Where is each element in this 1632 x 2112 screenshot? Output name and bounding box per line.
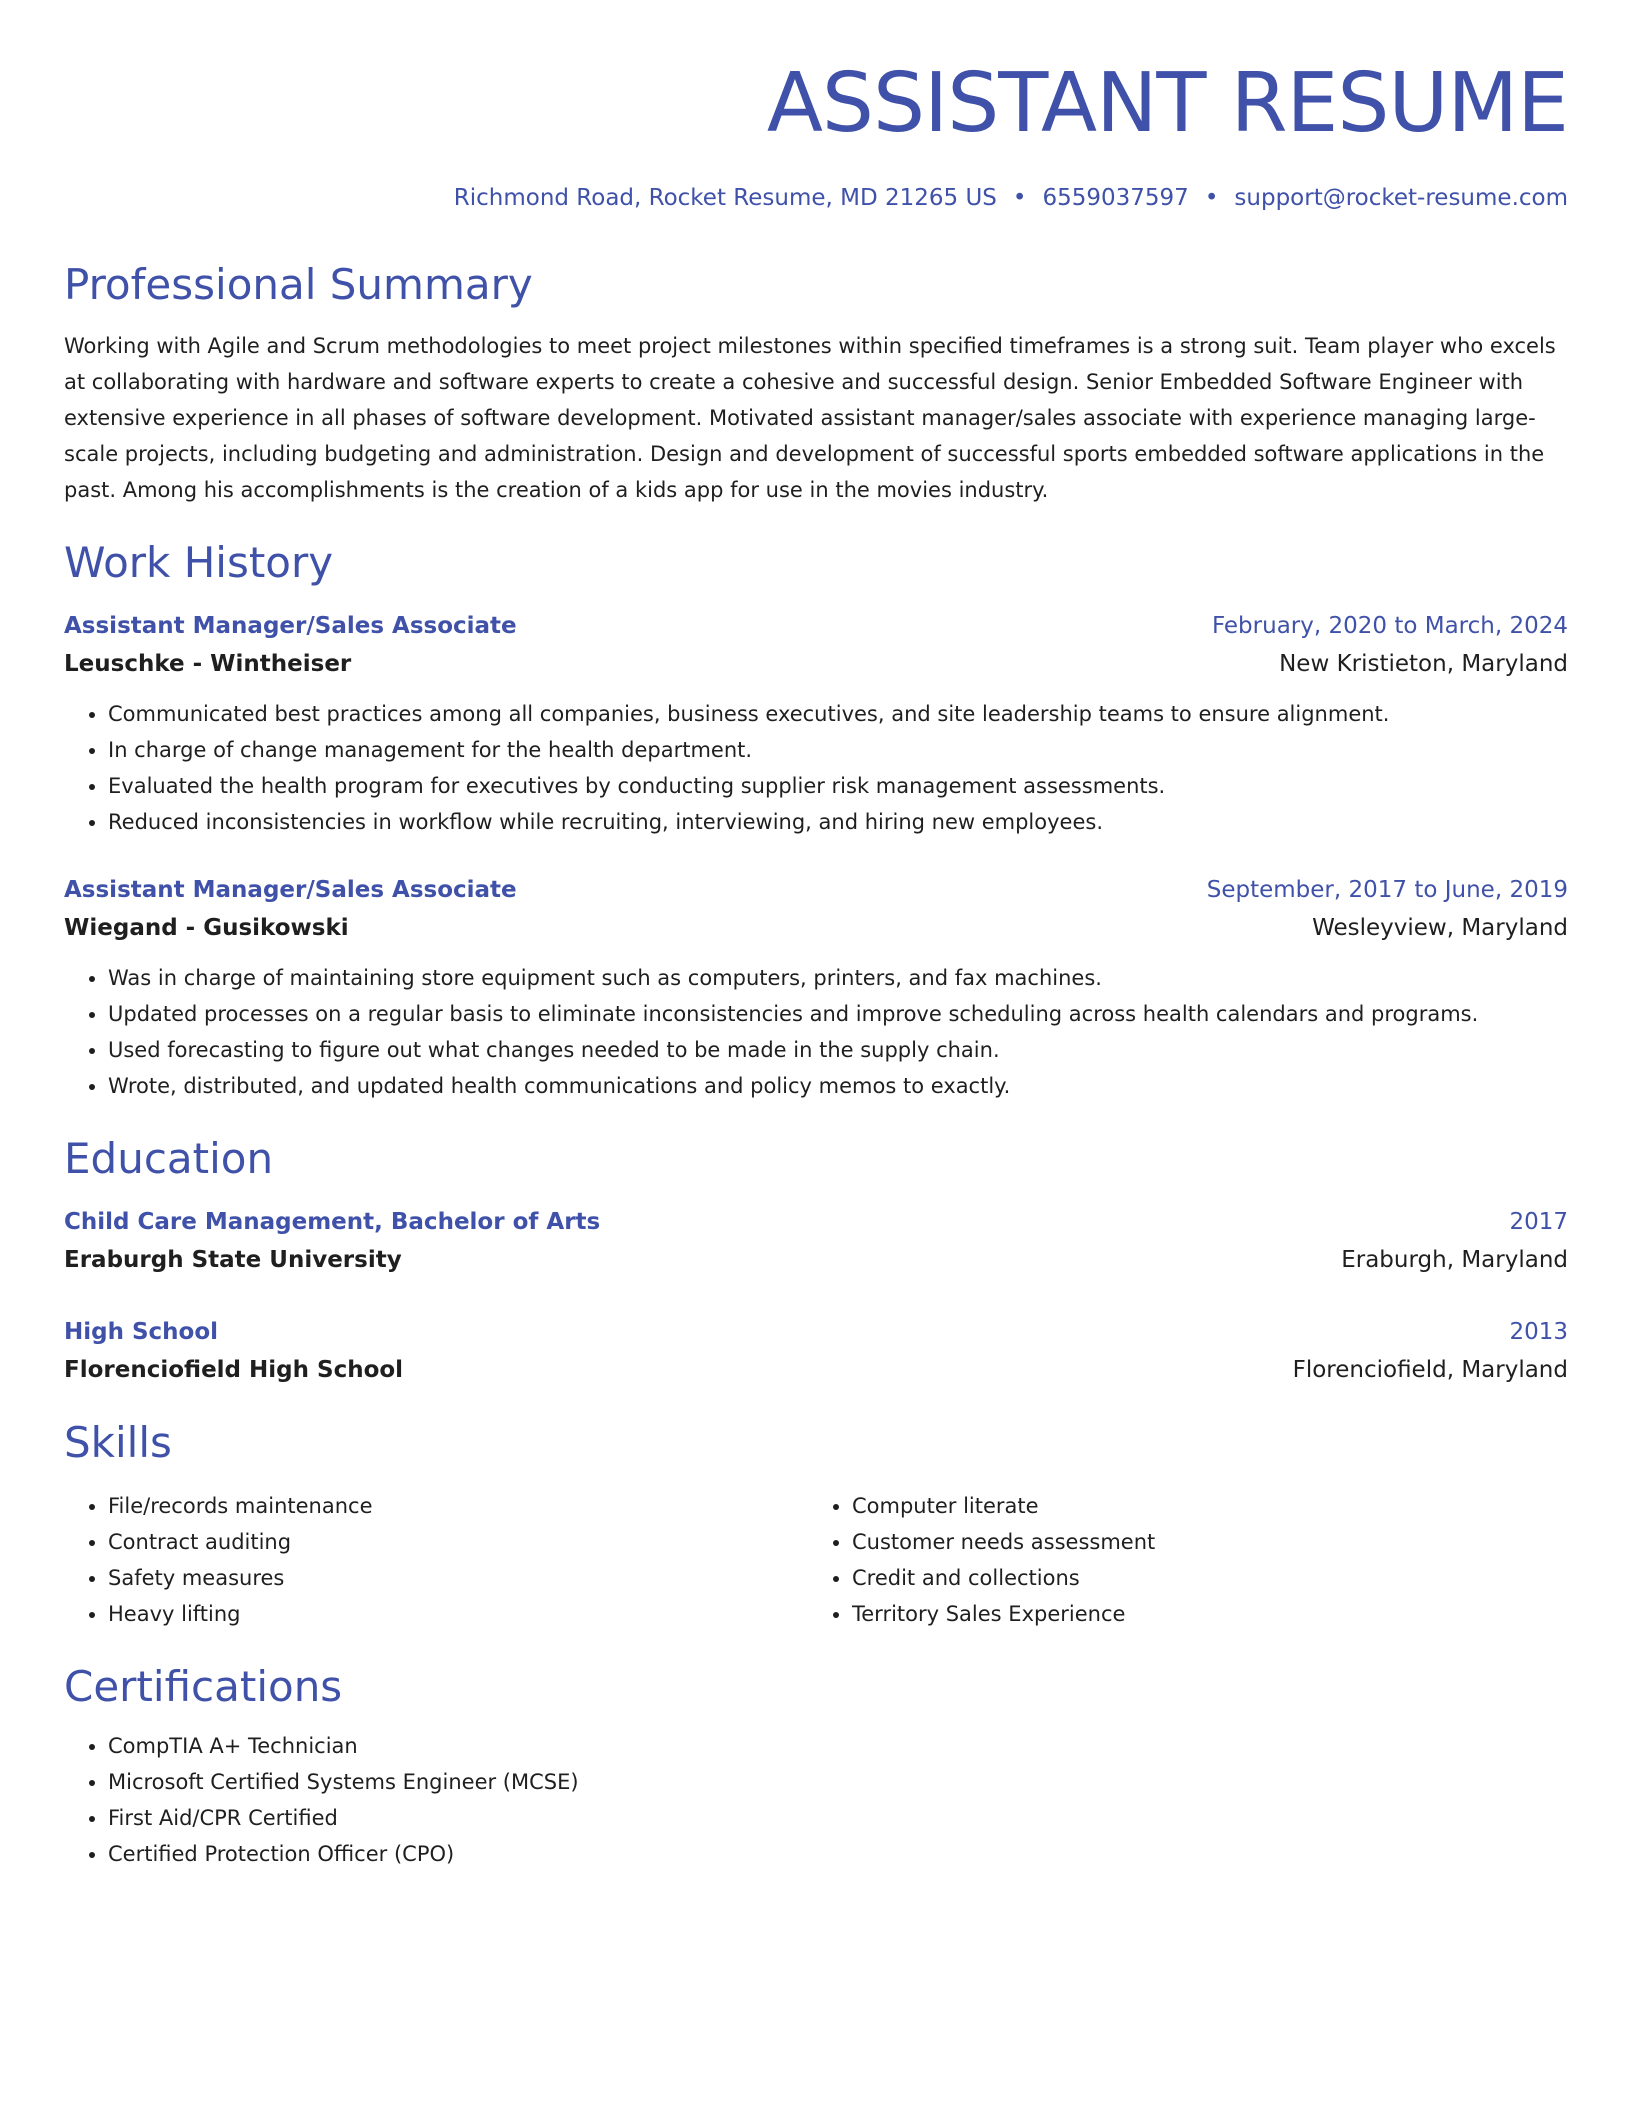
education-heading: Education (64, 1134, 274, 1183)
certifications-heading: Certifications (64, 1662, 343, 1711)
separator-dot: • (1012, 185, 1027, 211)
work-history-heading: Work History (64, 538, 334, 587)
separator-dot: • (1204, 185, 1219, 211)
school-location: Florenciofield, Maryland (1292, 1357, 1568, 1383)
summary-text: Working with Agile and Scrum methodologies to meet project milestones within specified timeframes is a strong suit. Team player who excels at collaborating with hardware and software experts to create a cohesive and successful design. Senior Embedded Software Engineer with extensive experience in all phases of software development. Motivated assistant manager/sales associate with experience managing large-scale projects, including budgeting and administration. Design and development of successful sports embedded software applications in the past. Among his accomplishments is the creation of a kids app for use in the movies industry. (64, 334, 1556, 502)
summary-heading: Professional Summary (64, 260, 533, 309)
phone-text: 6559037597 (1042, 185, 1189, 211)
certifications-list (64, 1728, 1568, 1872)
list-item: • Reduced inconsistencies in workflow while recruiting, interviewing, and hiring new employees. (108, 804, 1568, 840)
list-item: • Used forecasting to figure out what changes needed to be made in the supply chain. (108, 1032, 1568, 1068)
address-text: Richmond Road, Rocket Resume, MD 21265 US (453, 185, 997, 211)
degree-title: Child Care Management, Bachelor of Arts (64, 1209, 601, 1235)
job-entry (64, 610, 1568, 840)
list-item: • File/records maintenance (108, 1488, 808, 1524)
list-item: • Customer needs assessment (852, 1524, 1552, 1560)
list-item: • CompTIA A+ Technician (108, 1728, 1568, 1764)
list-item: • Was in charge of maintaining store equipment such as computers, printers, and fax machines. (108, 960, 1568, 996)
school-name: Florenciofield High School (64, 1357, 404, 1383)
resume-page (64, 0, 1568, 1872)
list-item: • Communicated best practices among all companies, business executives, and site leadership teams to ensure alignment. (108, 696, 1568, 732)
employer-name: Wiegand - Gusikowski (64, 915, 349, 941)
job-entry (64, 874, 1568, 1104)
email-link[interactable]: support@rocket-resume.com (1234, 185, 1568, 211)
job-title: Assistant Manager/Sales Associate (64, 877, 517, 903)
skills-heading: Skills (64, 1418, 172, 1467)
skills-column-left (64, 1488, 808, 1632)
education-entry (64, 1206, 1568, 1278)
degree-title: High School (64, 1319, 219, 1345)
job-dates: September, 2017 to June, 2019 (1206, 877, 1568, 903)
list-item: • In charge of change management for the health department. (108, 732, 1568, 768)
school-location: Eraburgh, Maryland (1341, 1247, 1568, 1273)
graduation-year: 2013 (1509, 1319, 1568, 1345)
list-item: • Territory Sales Experience (852, 1596, 1552, 1632)
list-item: • Wrote, distributed, and updated health communications and policy memos to exactly. (108, 1068, 1568, 1104)
list-item: • Microsoft Certified Systems Engineer (MCSE) (108, 1764, 1568, 1800)
graduation-year: 2017 (1509, 1209, 1568, 1235)
list-item: • Computer literate (852, 1488, 1552, 1524)
list-item: • Safety measures (108, 1560, 808, 1596)
list-item: • Contract auditing (108, 1524, 808, 1560)
list-item: • Credit and collections (852, 1560, 1552, 1596)
skills-list (64, 1488, 1568, 1632)
job-bullets (64, 696, 1568, 840)
list-item: • Heavy lifting (108, 1596, 808, 1632)
school-name: Eraburgh State University (64, 1247, 402, 1273)
list-item: • Evaluated the health program for executives by conducting supplier risk management assessments. (108, 768, 1568, 804)
skills-column-right (808, 1488, 1552, 1632)
job-location: New Kristieton, Maryland (1279, 651, 1568, 677)
job-bullets (64, 960, 1568, 1104)
job-location: Wesleyview, Maryland (1312, 915, 1568, 941)
list-item: • Updated processes on a regular basis to eliminate inconsistencies and improve scheduling across health calendars and programs. (108, 996, 1568, 1032)
education-entry (64, 1316, 1568, 1388)
employer-name: Leuschke - Wintheiser (64, 651, 352, 677)
resume-title: ASSISTANT RESUME (766, 56, 1568, 151)
list-item: • First Aid/CPR Certified (108, 1800, 1568, 1836)
contact-line (64, 182, 1568, 214)
job-dates: February, 2020 to March, 2024 (1211, 613, 1568, 639)
list-item: • Certified Protection Officer (CPO) (108, 1836, 1568, 1872)
job-title: Assistant Manager/Sales Associate (64, 613, 517, 639)
